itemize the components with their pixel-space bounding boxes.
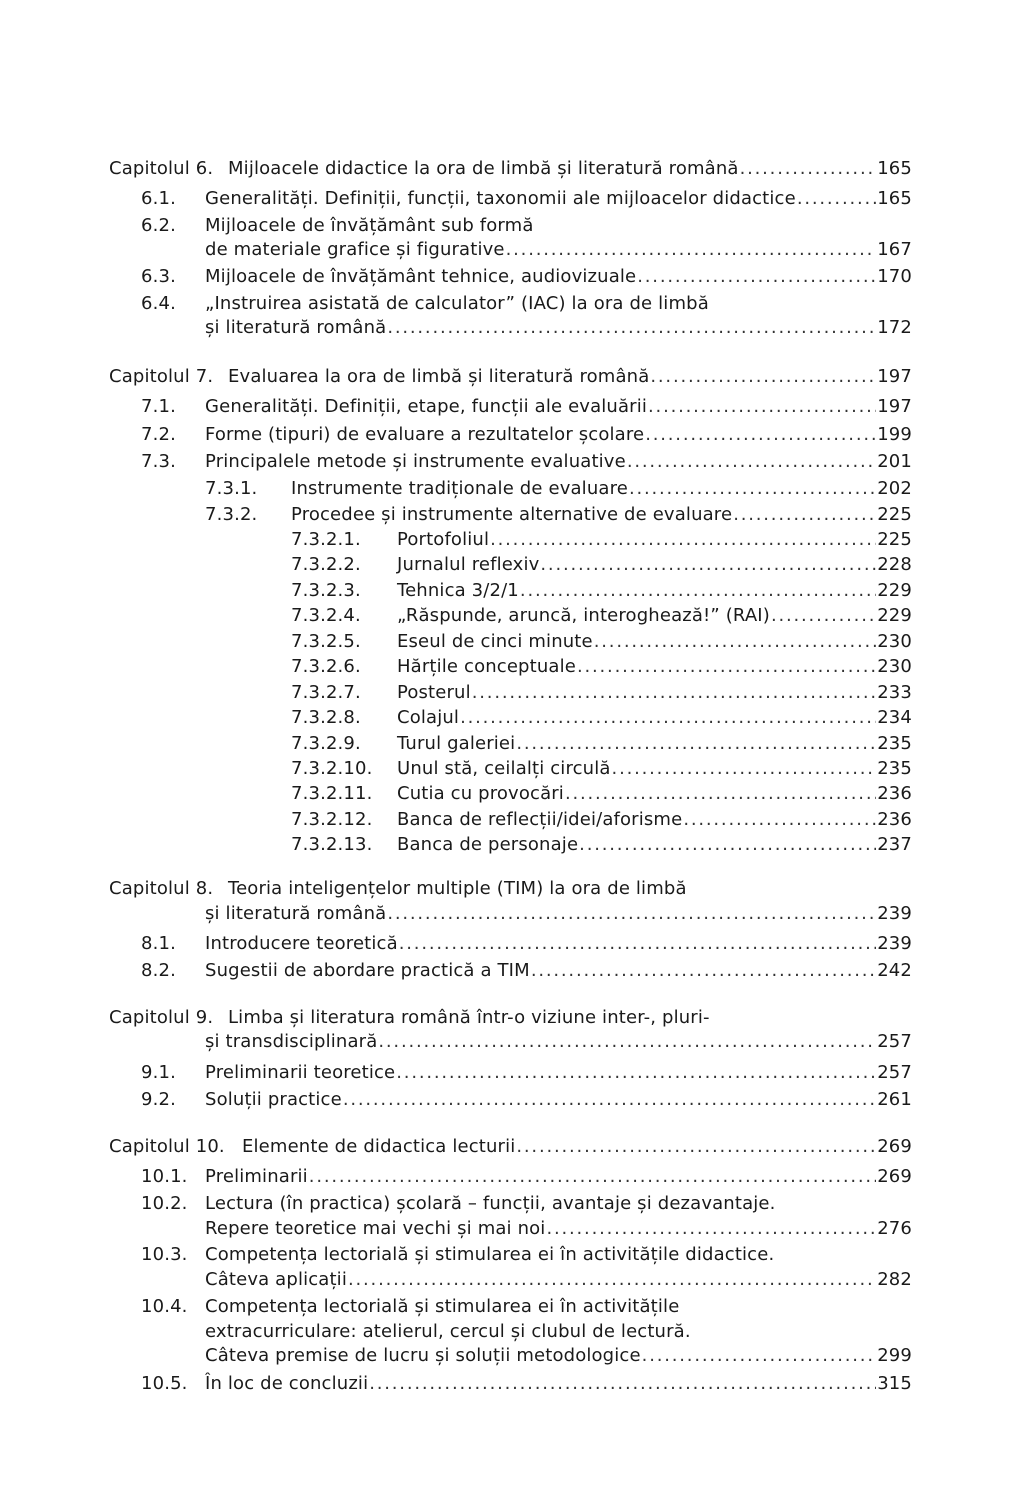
page-number: 202: [877, 478, 912, 499]
page-number: 229: [877, 605, 912, 626]
toc-entry-7-3-1: [0, 476, 1024, 502]
entry-title: Procedee și instrumente alternative de evaluare: [291, 504, 733, 525]
page-number: 229: [877, 580, 912, 601]
entry-title: Mijloacele didactice la ora de limbă și literatură română: [228, 158, 739, 179]
page-number: 315: [877, 1373, 912, 1394]
entry-title: Turul galeriei: [397, 733, 516, 754]
page-number: 235: [877, 733, 912, 754]
toc-entry-7-3-2: [0, 502, 1024, 528]
toc-entry-7-3-2-12: [0, 807, 1024, 833]
entry-number: 7.3.2.4.: [291, 605, 361, 626]
entry-number: 6.3.: [141, 266, 176, 287]
toc-entry-10-3: [0, 1242, 1024, 1268]
toc-entry-7-3-2-7: [0, 680, 1024, 706]
page-number: 170: [877, 266, 912, 287]
toc-entry-7-3-2-4: [0, 603, 1024, 629]
page-number: 239: [877, 903, 912, 924]
entry-title-line: extracurriculare: atelierul, cercul și clubul de lectură.: [205, 1321, 691, 1342]
entry-number: 8.1.: [141, 933, 176, 954]
entry-number: 7.3.2.: [205, 504, 258, 525]
entry-number: 7.3.1.: [205, 478, 258, 499]
entry-title: Eseul de cinci minute: [397, 631, 593, 652]
page-number: 242: [877, 960, 912, 981]
entry-title: Colajul: [397, 707, 460, 728]
toc-entry-6-4: [0, 291, 1024, 317]
toc-entry-7-3-2-5: [0, 629, 1024, 655]
toc-chapter-8-cont: [0, 901, 1024, 927]
page-number: 172: [877, 317, 912, 338]
entry-title: Câteva aplicații: [205, 1269, 347, 1290]
page-number: 236: [877, 783, 912, 804]
entry-title: Câteva premise de lucru și soluții metodologice: [205, 1345, 641, 1366]
entry-number: Capitolul 6.: [109, 158, 214, 179]
page-number: 233: [877, 682, 912, 703]
entry-title: Preliminarii: [205, 1166, 308, 1187]
page-number: 276: [877, 1218, 912, 1239]
toc-entry-6-4-cont: [0, 315, 1024, 341]
toc-entry-7-3-2-8: [0, 705, 1024, 731]
entry-number: 9.1.: [141, 1062, 176, 1083]
entry-number: 8.2.: [141, 960, 176, 981]
entry-title: de materiale grafice și figurative: [205, 239, 505, 260]
entry-number: 7.3.2.6.: [291, 656, 361, 677]
entry-number: 6.2.: [141, 215, 176, 236]
entry-title: Mijloacele de învățământ tehnice, audiovizuale: [205, 266, 637, 287]
toc-chapter-10: [0, 1134, 1024, 1160]
page-number: 225: [877, 529, 912, 550]
toc-chapter-9: [0, 1005, 1024, 1031]
entry-title: Sugestii de abordare practică a TIM: [205, 960, 530, 981]
entry-title-line: Limba și literatura română într-o viziune inter-, pluri-: [228, 1007, 710, 1028]
entry-number: 9.2.: [141, 1089, 176, 1110]
toc-entry-7-3-2-13: [0, 832, 1024, 858]
entry-number: 7.3.2.12.: [291, 809, 373, 830]
entry-number: 7.3.2.11.: [291, 783, 373, 804]
toc-entry-10-5: [0, 1371, 1024, 1397]
page-number: 201: [877, 451, 912, 472]
toc-entry-7-3-2-3: [0, 578, 1024, 604]
toc-entry-6-3: [0, 264, 1024, 290]
page-number: 269: [877, 1136, 912, 1157]
entry-number: 7.1.: [141, 396, 176, 417]
entry-title: Forme (tipuri) de evaluare a rezultatelor școlare: [205, 424, 645, 445]
entry-number: Capitolul 10.: [109, 1136, 225, 1157]
entry-title: Cutia cu provocări: [397, 783, 564, 804]
page-number: 197: [877, 396, 912, 417]
page-number: 269: [877, 1166, 912, 1187]
toc-entry-7-3-2-2: [0, 552, 1024, 578]
entry-title: Principalele metode și instrumente evaluative: [205, 451, 626, 472]
entry-title: „Răspunde, aruncă, interoghează!” (RAI): [397, 605, 770, 626]
entry-number: 10.1.: [141, 1166, 188, 1187]
entry-number: 7.3.2.13.: [291, 834, 373, 855]
entry-number: 7.3.2.9.: [291, 733, 361, 754]
entry-title: Banca de personaje: [397, 834, 579, 855]
page-number: 225: [877, 504, 912, 525]
page-number: 165: [877, 158, 912, 179]
entry-number: 10.5.: [141, 1373, 188, 1394]
page-number: 282: [877, 1269, 912, 1290]
toc-entry-10-4: [0, 1294, 1024, 1320]
toc-entry-7-3: [0, 449, 1024, 475]
toc-entry-7-3-2-9: [0, 731, 1024, 757]
entry-title: Hărțile conceptuale: [397, 656, 576, 677]
entry-number: 10.3.: [141, 1244, 188, 1265]
toc-entry-7-3-2-11: [0, 781, 1024, 807]
entry-number: 7.3.2.7.: [291, 682, 361, 703]
toc-entry-10-1: [0, 1164, 1024, 1190]
entry-number: 7.3.2.5.: [291, 631, 361, 652]
toc-entry-7-2: [0, 422, 1024, 448]
entry-title: Instrumente tradiționale de evaluare: [291, 478, 628, 499]
page-number: 199: [877, 424, 912, 445]
toc-chapter-7: [0, 364, 1024, 390]
entry-number: Capitolul 8.: [109, 878, 214, 899]
entry-title: și literatură română: [205, 317, 387, 338]
entry-title: Portofoliul: [397, 529, 490, 550]
entry-title-line: Mijloacele de învățământ sub formă: [205, 215, 534, 236]
entry-number: 10.4.: [141, 1296, 188, 1317]
page-number: 234: [877, 707, 912, 728]
entry-title: Generalități. Definiții, funcții, taxonomii ale mijloacelor didactice: [205, 188, 796, 209]
toc-entry-10-3-cont: [0, 1267, 1024, 1293]
entry-title: Evaluarea la ora de limbă și literatură română: [228, 366, 650, 387]
page-number: 228: [877, 554, 912, 575]
toc-entry-10-2: [0, 1191, 1024, 1217]
entry-number: Capitolul 9.: [109, 1007, 214, 1028]
toc-entry-9-2: [0, 1087, 1024, 1113]
entry-title: Generalități. Definiții, etape, funcții ale evaluării: [205, 396, 648, 417]
entry-title: Preliminarii teoretice: [205, 1062, 396, 1083]
toc-entry-7-3-2-10: [0, 756, 1024, 782]
entry-title: Banca de reflecții/idei/aforisme: [397, 809, 683, 830]
page-number: 197: [877, 366, 912, 387]
toc-entry-10-4-cont: [0, 1343, 1024, 1369]
page-number: 299: [877, 1345, 912, 1366]
entry-title: Tehnica 3/2/1: [397, 580, 519, 601]
toc-entry-6-1: [0, 186, 1024, 212]
entry-title: Introducere teoretică: [205, 933, 398, 954]
entry-title: Repere teoretice mai vechi și mai noi: [205, 1218, 546, 1239]
entry-number: 7.3.2.1.: [291, 529, 361, 550]
entry-title-line: „Instruirea asistată de calculator” (IAC) la ora de limbă: [205, 293, 709, 314]
entry-title: Posterul: [397, 682, 471, 703]
entry-number: 7.3.2.10.: [291, 758, 373, 779]
page-number: 230: [877, 656, 912, 677]
entry-number: 6.4.: [141, 293, 176, 314]
entry-title: Elemente de didactica lecturii: [242, 1136, 516, 1157]
page-number: 257: [877, 1062, 912, 1083]
entry-title: În loc de concluzii: [205, 1373, 369, 1394]
entry-title-line: Competența lectorială și stimularea ei în activitățile: [205, 1296, 680, 1317]
toc-entry-10-4-line2: [0, 1319, 1024, 1345]
entry-number: 6.1.: [141, 188, 176, 209]
entry-title: și transdisciplinară: [205, 1031, 378, 1052]
entry-title-line: Competența lectorială și stimularea ei în activitățile didactice.: [205, 1244, 775, 1265]
page-number: 261: [877, 1089, 912, 1110]
toc-entry-9-1: [0, 1060, 1024, 1086]
toc-chapter-6: [0, 156, 1024, 182]
page-number: 235: [877, 758, 912, 779]
page-number: 236: [877, 809, 912, 830]
toc-entry-8-1: [0, 931, 1024, 957]
entry-number: 7.3.2.3.: [291, 580, 361, 601]
entry-number: Capitolul 7.: [109, 366, 214, 387]
entry-title: Soluții practice: [205, 1089, 342, 1110]
toc-entry-8-2: [0, 958, 1024, 984]
entry-title-line: Teoria inteligențelor multiple (TIM) la ora de limbă: [228, 878, 687, 899]
page-number: 230: [877, 631, 912, 652]
entry-number: 10.2.: [141, 1193, 188, 1214]
entry-title: Unul stă, ceilalți circulă: [397, 758, 611, 779]
page-number: 165: [877, 188, 912, 209]
entry-title: Jurnalul reflexiv: [397, 554, 540, 575]
toc-entry-6-2: [0, 213, 1024, 239]
entry-number: 7.3.2.8.: [291, 707, 361, 728]
toc-entry-6-2-cont: [0, 237, 1024, 263]
entry-title: și literatură română: [205, 903, 387, 924]
page-number: 237: [877, 834, 912, 855]
toc-entry-7-1: [0, 394, 1024, 420]
entry-number: 7.2.: [141, 424, 176, 445]
toc-entry-10-2-cont: [0, 1216, 1024, 1242]
toc-entry-7-3-2-6: [0, 654, 1024, 680]
entry-title-line: Lectura (în practica) școlară – funcții, avantaje și dezavantaje.: [205, 1193, 776, 1214]
toc-chapter-8: [0, 876, 1024, 902]
page-number: 239: [877, 933, 912, 954]
toc-chapter-9-cont: [0, 1029, 1024, 1055]
entry-number: 7.3.2.2.: [291, 554, 361, 575]
entry-number: 7.3.: [141, 451, 176, 472]
page-number: 257: [877, 1031, 912, 1052]
page-number: 167: [877, 239, 912, 260]
toc-entry-7-3-2-1: [0, 527, 1024, 553]
